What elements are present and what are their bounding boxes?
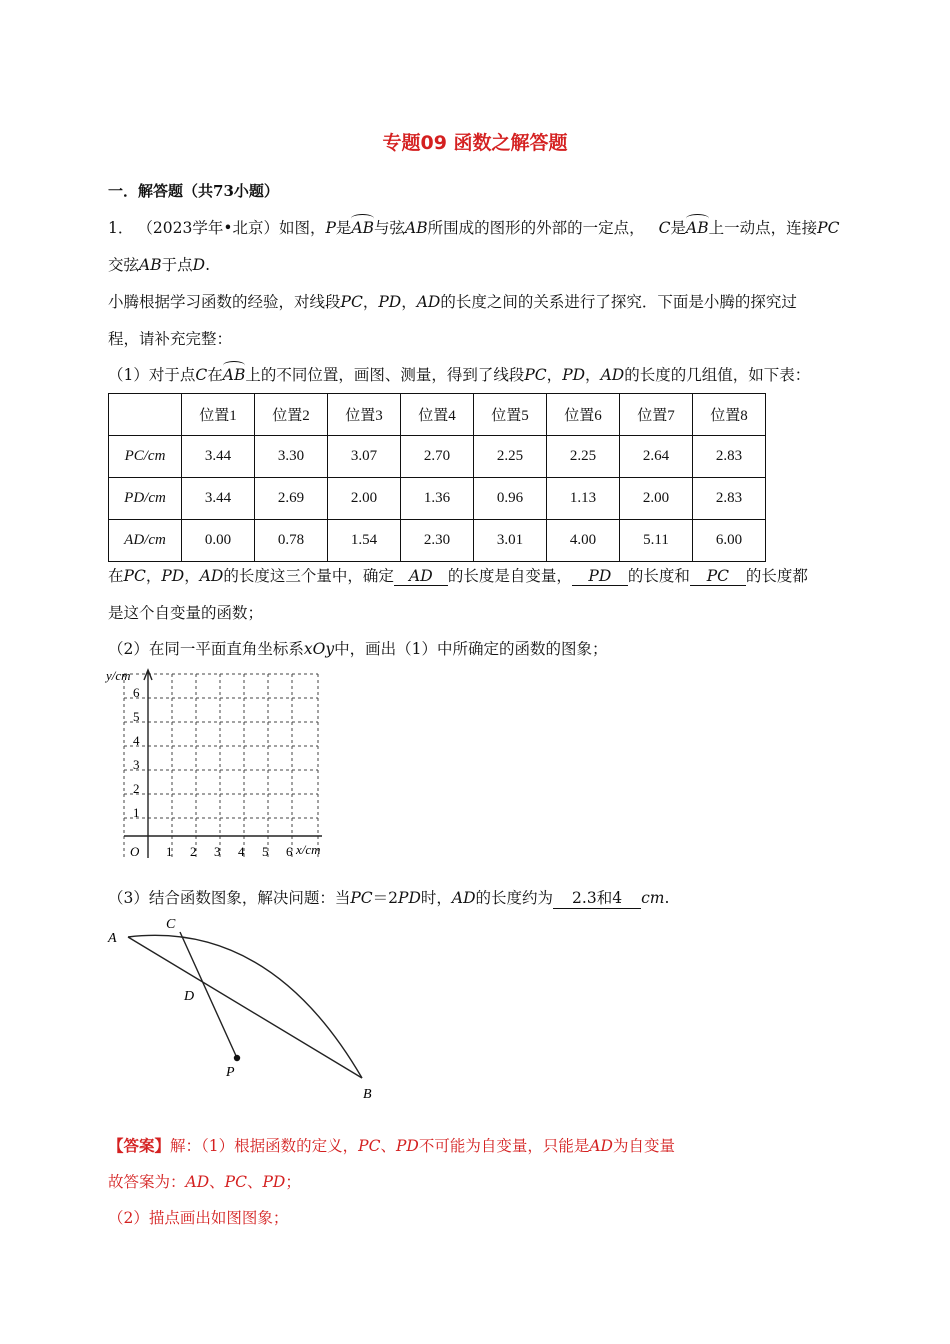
- var-ad: AD: [589, 1137, 613, 1155]
- text: ，: [184, 567, 200, 585]
- answer-line1: [108, 1134, 675, 1156]
- var-pd: PD: [562, 366, 586, 384]
- table-cell: 6.00: [693, 520, 766, 562]
- unit-cm: cm: [641, 889, 665, 907]
- x-tick-label: 1: [166, 844, 173, 859]
- text: 、: [209, 1173, 225, 1191]
- table-cell: 2.83: [693, 478, 766, 520]
- text: ＝2: [372, 889, 399, 907]
- table-cell: 3.07: [328, 436, 401, 478]
- y-tick-label: 6: [133, 685, 140, 700]
- data-table: [108, 393, 766, 562]
- y-axis-label: y/cm: [106, 668, 131, 683]
- arc-ab: AB: [222, 366, 246, 384]
- text: 的长度都: [745, 567, 808, 585]
- q1-line2: [108, 253, 210, 275]
- var-ab: AB: [139, 256, 162, 274]
- table-cell: 位置2: [255, 394, 328, 436]
- var-ad: AD: [451, 889, 476, 907]
- y-tick-label: 4: [133, 733, 140, 748]
- answer-blank-1: AD: [394, 567, 448, 586]
- origin-label: O: [130, 844, 140, 859]
- var-pc: PC: [817, 219, 840, 237]
- table-cell: 位置3: [328, 394, 401, 436]
- text: 故答案为：: [108, 1173, 186, 1191]
- q1-line3: [108, 290, 797, 312]
- text: 于点: [161, 256, 193, 274]
- var-ad: AD: [199, 567, 224, 585]
- text: 与弦: [374, 219, 406, 237]
- var-pc: PC: [350, 889, 373, 907]
- text: 是: [335, 219, 352, 237]
- text: 是: [670, 219, 687, 237]
- arc-ab: AB: [686, 219, 709, 237]
- table-cell: 1.54: [328, 520, 401, 562]
- table-header-row: [109, 394, 766, 436]
- answer-line2: [108, 1170, 301, 1192]
- y-tick-label: 3: [133, 757, 140, 772]
- table-cell: [109, 394, 182, 436]
- var-pc: PC: [340, 293, 363, 311]
- var-pd: PD: [262, 1173, 286, 1191]
- var-pc: PC: [358, 1137, 381, 1155]
- text: 小腾根据学习函数的经验，对线段: [108, 293, 341, 311]
- x-axis-label: x/cm: [296, 842, 321, 857]
- text: .: [205, 256, 210, 274]
- point-p: [234, 1055, 240, 1061]
- var-p: P: [325, 219, 336, 237]
- table-row: [109, 520, 766, 562]
- text: 、: [380, 1137, 396, 1155]
- table-cell: 2.25: [547, 436, 620, 478]
- label-d: D: [184, 989, 195, 1004]
- geometry-figure: [100, 910, 390, 1110]
- answer-tag: 【答案】: [108, 1136, 171, 1155]
- table-cell: 位置4: [401, 394, 474, 436]
- x-tick-label: 4: [238, 844, 245, 859]
- table-row-label: AD/cm: [109, 520, 182, 562]
- q1-line4: [108, 327, 232, 349]
- table-cell: 位置1: [182, 394, 255, 436]
- answer-blank-2: PD: [572, 567, 628, 586]
- q1-part3: [108, 886, 669, 909]
- table-row: [109, 478, 766, 520]
- text: （1）对于点: [108, 366, 196, 384]
- var-ab: AB: [405, 219, 428, 237]
- table-row-label: PD/cm: [109, 478, 182, 520]
- chord-ab: [128, 937, 362, 1078]
- text: 、: [246, 1173, 263, 1191]
- table-cell: 5.11: [620, 520, 693, 562]
- text: 解：（1）根据函数的定义，: [170, 1137, 359, 1155]
- table-cell: 2.25: [474, 436, 547, 478]
- y-tick-labels: [133, 685, 140, 820]
- grid-lines: [124, 674, 318, 858]
- text: 的长度是自变量，: [447, 567, 572, 585]
- q1-part1: [108, 363, 810, 385]
- table-cell: 0.00: [182, 520, 255, 562]
- label-b: B: [363, 1087, 372, 1102]
- q1-part2: [108, 637, 607, 659]
- text: 的长度的几组值，如下表：: [624, 366, 811, 384]
- text: 的长度之间的关系进行了探究．下面是小腾的探究过: [440, 293, 797, 311]
- text: ，: [546, 366, 563, 384]
- q1-line1: [108, 216, 839, 238]
- text: 中，画出（1）中所确定的函数的图象；: [334, 640, 608, 658]
- page-title: 专题09 函数之解答题: [382, 132, 568, 154]
- table-cell: 0.78: [255, 520, 328, 562]
- text: ，: [362, 293, 379, 311]
- text: ，: [145, 567, 162, 585]
- text: 不可能为自变量，只能是: [418, 1137, 590, 1155]
- x-tick-label: 2: [190, 844, 197, 859]
- text: ；: [285, 1173, 301, 1191]
- table-cell: 3.44: [182, 436, 255, 478]
- answer-blank-4: 2.3和4: [553, 886, 641, 909]
- table-cell: 位置7: [620, 394, 693, 436]
- var-c: C: [658, 219, 671, 237]
- var-pd: PD: [398, 889, 421, 907]
- var-ad: AD: [416, 293, 441, 311]
- text: ，: [401, 293, 417, 311]
- var-pc: PC: [224, 1173, 247, 1191]
- text: .: [664, 889, 670, 907]
- table-cell: 1.13: [547, 478, 620, 520]
- x-tick-label: 3: [214, 844, 221, 859]
- text: 的长度约为: [475, 889, 554, 907]
- var-d: D: [192, 256, 206, 274]
- var-ad: AD: [185, 1173, 210, 1191]
- x-tick-label: 6: [286, 844, 293, 859]
- x-tick-labels: [166, 844, 293, 859]
- y-tick-label: 2: [133, 781, 140, 796]
- answer-line3: [108, 1206, 288, 1228]
- text: 的长度这三个量中，确定: [223, 567, 394, 585]
- text: 的长度和: [627, 567, 690, 585]
- table-cell: 0.96: [474, 478, 547, 520]
- label-a: A: [108, 931, 117, 946]
- question-source: （2023学年•北京）: [137, 219, 279, 237]
- text: 上一动点，连接: [708, 219, 818, 237]
- text: 为自变量: [612, 1137, 675, 1155]
- question-number: 1．: [108, 219, 134, 237]
- table-cell: 2.64: [620, 436, 693, 478]
- q1-after-table-2: [108, 601, 263, 623]
- table-cell: 2.30: [401, 520, 474, 562]
- table-cell: 2.00: [328, 478, 401, 520]
- text: （3）结合函数图象，解决问题：当: [108, 889, 351, 907]
- text: 如图，: [278, 219, 326, 237]
- q1-after-table: [108, 564, 808, 586]
- table-cell: 1.36: [401, 478, 474, 520]
- text: 上的不同位置，画图、测量，得到了线段: [245, 366, 525, 384]
- text: 程，请补充完整：: [108, 330, 233, 348]
- x-tick-label: 5: [262, 844, 269, 859]
- arc-ab: AB: [351, 219, 375, 237]
- table-cell: 2.70: [401, 436, 474, 478]
- label-p: P: [226, 1065, 235, 1080]
- text: 时，: [420, 889, 452, 907]
- var-pc: PC: [524, 366, 547, 384]
- label-c: C: [166, 917, 176, 932]
- var-pd: PD: [378, 293, 402, 311]
- text: （2）描点画出如图图象；: [108, 1209, 289, 1227]
- table-cell: 位置6: [547, 394, 620, 436]
- table-cell: 3.44: [182, 478, 255, 520]
- text: 所围成的图形的外部的一定点，: [427, 219, 645, 237]
- var-pc: PC: [123, 567, 146, 585]
- var-pd: PD: [161, 567, 185, 585]
- answer-blank-3: PC: [690, 567, 746, 586]
- table-cell: 2.69: [255, 478, 328, 520]
- table-row-label: PC/cm: [109, 436, 182, 478]
- table-cell: 位置8: [693, 394, 766, 436]
- table-cell: 2.83: [693, 436, 766, 478]
- var-c: C: [195, 366, 208, 384]
- var-ad: AD: [600, 366, 625, 384]
- text: 在: [108, 567, 124, 585]
- table-cell: 位置5: [474, 394, 547, 436]
- y-tick-label: 1: [133, 805, 140, 820]
- text: ，: [585, 366, 601, 384]
- text: 在: [207, 366, 223, 384]
- y-tick-label: 5: [133, 709, 140, 724]
- table-cell: 3.01: [474, 520, 547, 562]
- table-cell: 2.00: [620, 478, 693, 520]
- coordinate-grid: [100, 664, 340, 864]
- table-cell: 4.00: [547, 520, 620, 562]
- text: 是这个自变量的函数；: [108, 604, 264, 622]
- text: （2）在同一平面直角坐标系: [108, 640, 304, 658]
- var-pd: PD: [395, 1137, 419, 1155]
- section-heading: 一．解答题（共73小题）: [108, 182, 279, 200]
- text: 交弦: [108, 256, 140, 274]
- var-xoy: xOy: [303, 640, 335, 658]
- table-row: [109, 436, 766, 478]
- table-cell: 3.30: [255, 436, 328, 478]
